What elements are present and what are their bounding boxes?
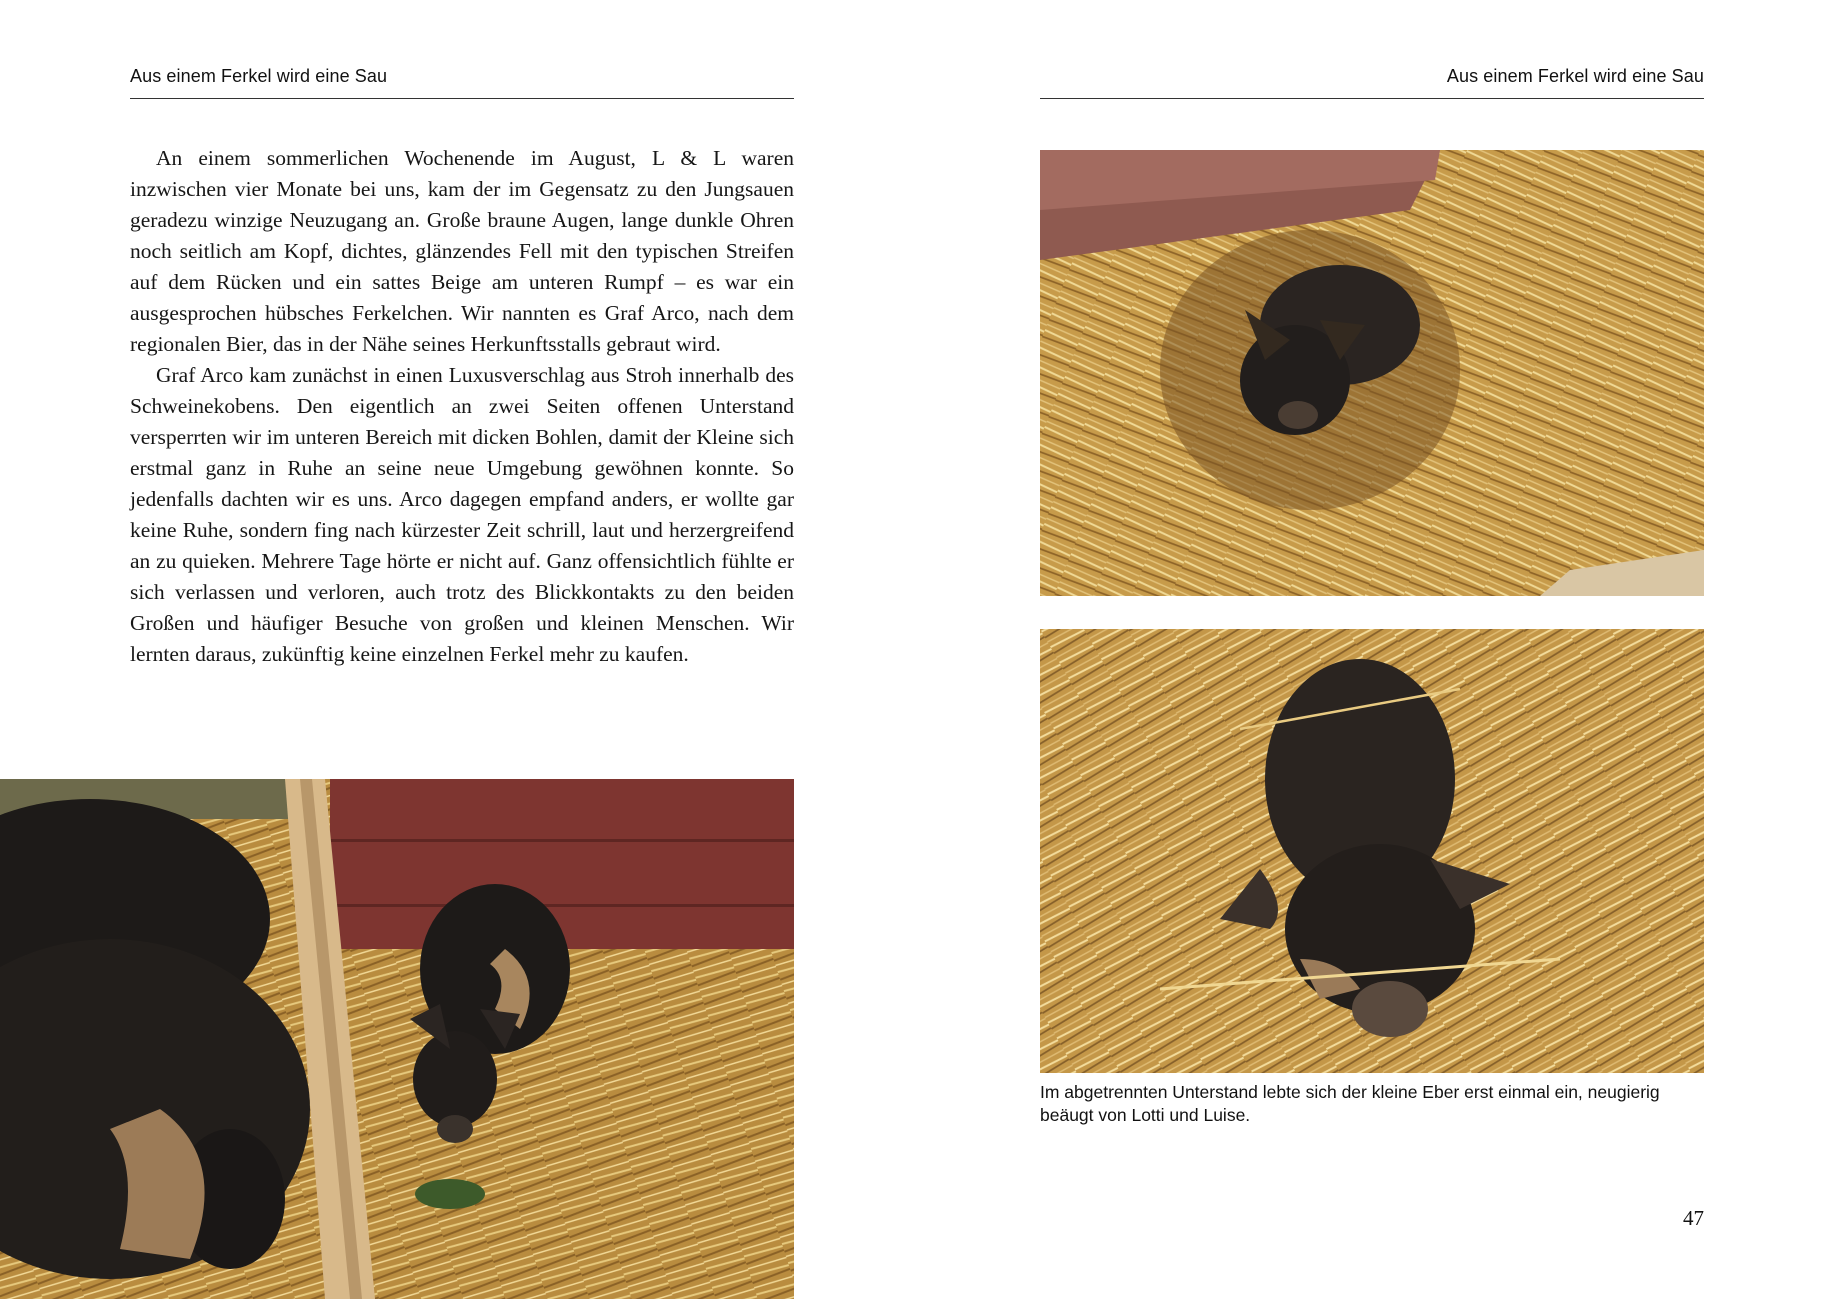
header-rule-left <box>130 98 794 99</box>
running-head-left: Aus einem Ferkel wird eine Sau <box>130 66 388 86</box>
photo-piglet-in-straw-bottom <box>1040 629 1704 1073</box>
left-page <box>0 0 915 1299</box>
paragraph-2: Graf Arco kam zunächst in einen Luxusverschlag aus Stroh innerhalb des Schweinekobens. Den eigentlich an zwei Seiten offenen Unterstand versperrten wir im unteren Bereich mit dicken Bohlen, damit der Kleine sich erstmal ganz in Ruhe an seine neue Umgebung gewöhnen konnte. So jedenfalls dachten wir es uns. Arco dagegen empfand anders, er wollte gar keine Ruhe, sondern fing nach kürzester Zeit schrill, laut und herzergreifend an zu quieken. Mehrere Tage hörte er nicht auf. Ganz offensichtlich fühlte er sich verlassen und verloren, auch trotz des Blickkontakts zu den beiden Großen und häufiger Besuche von großen und kleinen Menschen. Wir lernten daraus, zukünftig keine einzelnen Ferkel mehr zu kaufen. <box>130 363 794 666</box>
body-text <box>130 143 794 670</box>
page-number: 47 <box>1683 1206 1704 1230</box>
paragraph-1: An einem sommerlichen Wochenende im August, L & L waren inzwischen vier Monate bei uns, kam der im Gegensatz zu den Jungsauen geradezu winzige Neuzugang an. Große braune Augen, lange dunkle Ohren noch seitlich am Kopf, dichtes, glänzendes Fell mit den typischen Streifen auf dem Rücken und ein sattes Beige am unteren Rumpf – es war ein ausgesprochen hübsches Ferkelchen. Wir nannten es Graf Arco, nach dem regionalen Bier, das in der Nähe seines Herkunftsstalls gebraut wird. <box>130 146 794 356</box>
photo-piglet-with-sows <box>0 779 794 1299</box>
header-rule-right <box>1040 98 1704 99</box>
running-head-right: Aus einem Ferkel wird eine Sau <box>1446 66 1704 86</box>
right-page <box>915 0 1831 1299</box>
photo-caption: Im abgetrennten Unterstand lebte sich der kleine Eber erst einmal ein, neugierig beäugt von Lotti und Luise. <box>1040 1082 1660 1125</box>
photo-piglet-in-straw-top <box>1040 150 1704 596</box>
